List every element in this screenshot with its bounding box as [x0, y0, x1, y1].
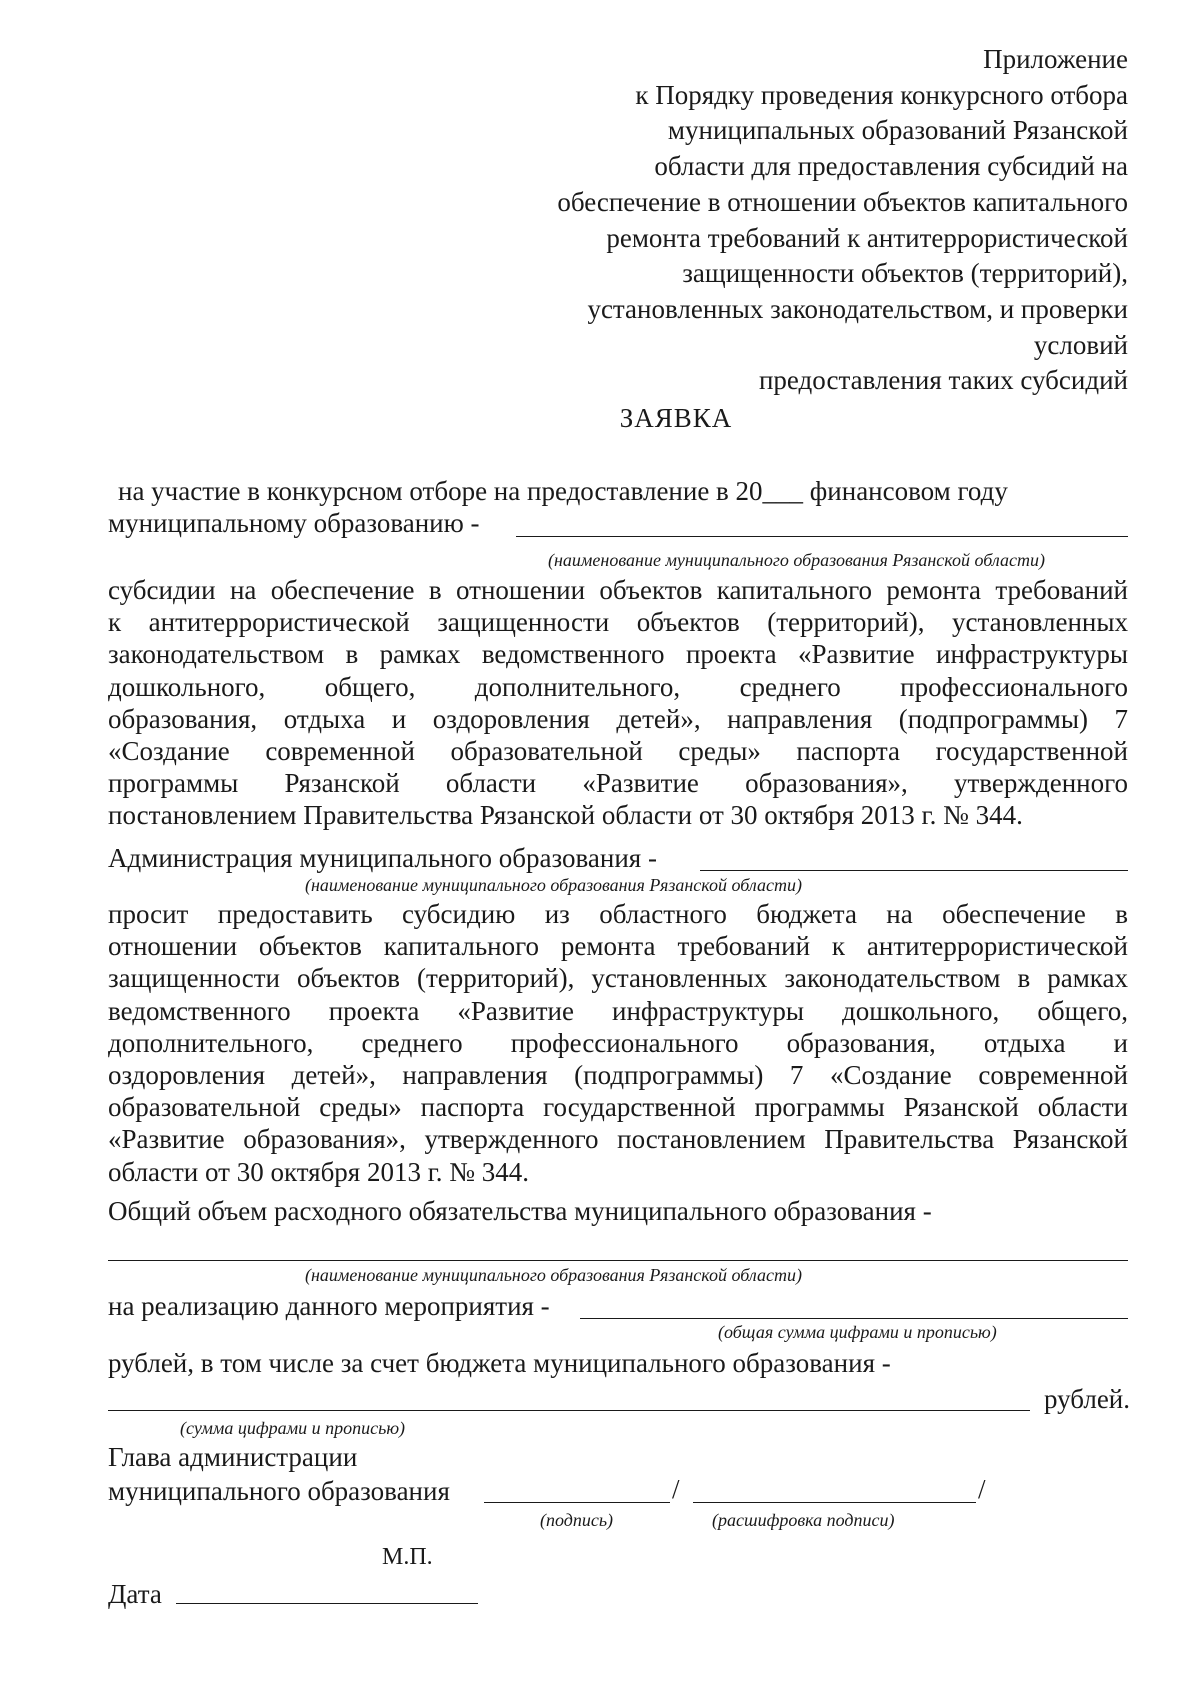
intro-line-1: на участие в конкурсном отборе на предоставление в 20___ финансовом году — [118, 476, 1008, 506]
paragraph-line: отношении объектов капитального ремонта требований к антитеррористической — [108, 931, 1128, 962]
paragraph-line: программы Рязанской области «Развитие образования», утвержденного — [108, 768, 1128, 799]
paragraph-line: просит предоставить субсидию из областного бюджета на обеспечение в — [108, 899, 1128, 929]
appendix-line: защищенности объектов (территорий), — [682, 258, 1128, 289]
paragraph-line: постановлением Правительства Рязанской области от 30 октября 2013 г. № 344. — [108, 800, 1023, 831]
appendix-header — [440, 42, 1128, 399]
total-label: Общий объем расходного обязательства муниципального образования - — [108, 1196, 932, 1226]
paragraph-line: субсидии на обеспечение в отношении объектов капитального ремонта требований — [108, 575, 1128, 605]
appendix-line: муниципальных образований Рязанской — [667, 115, 1128, 146]
budget-label: рублей, в том числе за счет бюджета муниципального образования - — [108, 1348, 891, 1378]
field-caption: (наименование муниципального образования Рязанской области) — [548, 550, 1045, 570]
paragraph-request — [108, 898, 1128, 1188]
slash-separator: / — [978, 1474, 986, 1504]
municipality-name-field-3[interactable] — [108, 1260, 1128, 1261]
paragraph-subsidy — [108, 574, 1128, 832]
appendix-line: к Порядку проведения конкурсного отбора — [635, 79, 1128, 110]
field-caption: (подпись) — [540, 1510, 614, 1530]
appendix-line: предоставления таких субсидий — [758, 365, 1128, 396]
total-sum-field[interactable] — [580, 1318, 1128, 1319]
field-caption: (расшифровка подписи) — [712, 1510, 895, 1530]
date-field[interactable] — [176, 1603, 478, 1604]
paragraph-line: ведомственного проекта «Развитие инфраструктуры дошкольного, общего, — [108, 995, 1128, 1026]
rubles-label: рублей. — [1044, 1384, 1131, 1414]
intro-line-2: муниципальному образованию - — [108, 508, 480, 538]
paragraph-line: защищенности объектов (территорий), установленных законодательством в рамках — [108, 963, 1128, 994]
stamp-place-label: М.П. — [382, 1544, 433, 1570]
municipality-name-field-2[interactable] — [700, 870, 1128, 871]
municipality-name-field-1[interactable] — [516, 536, 1128, 537]
paragraph-line: дополнительного, среднего профессионального образования, отдыха и — [108, 1027, 1128, 1058]
appendix-line: области для предоставления субсидий на — [654, 151, 1128, 182]
appendix-line: установленных законодательством, и проверки — [587, 293, 1128, 324]
field-caption: (общая сумма цифрами и прописью) — [718, 1322, 997, 1342]
head-title-line-2: муниципального образования — [108, 1476, 450, 1506]
appendix-line: Приложение — [983, 44, 1128, 74]
signature-field[interactable] — [484, 1502, 670, 1503]
head-title-line-1: Глава администрации — [108, 1442, 358, 1472]
paragraph-line: «Развитие образования», утвержденного постановлением Правительства Рязанской — [108, 1124, 1128, 1155]
slash-separator: / — [672, 1474, 680, 1504]
field-caption: (сумма цифрами и прописью) — [180, 1418, 406, 1438]
document-title: ЗАЯВКА — [619, 403, 733, 433]
paragraph-line: области от 30 октября 2013 г. № 344. — [108, 1156, 530, 1187]
field-caption: (наименование муниципального образования Рязанской области) — [305, 1265, 802, 1285]
appendix-line: ремонта требований к антитеррористической — [606, 222, 1128, 253]
paragraph-line: оздоровления детей», направления (подпрограммы) 7 «Создание современной — [108, 1060, 1128, 1091]
appendix-line: обеспечение в отношении объектов капитального — [557, 186, 1128, 217]
paragraph-line: дошкольного, общего, дополнительного, среднего профессионального — [108, 671, 1128, 702]
paragraph-line: законодательством в рамках ведомственного проекта «Развитие инфраструктуры — [108, 639, 1128, 670]
paragraph-line: «Создание современной образовательной среды» паспорта государственной — [108, 736, 1128, 767]
date-label: Дата — [108, 1579, 162, 1609]
appendix-line: условий — [1033, 329, 1128, 360]
event-label: на реализацию данного мероприятия - — [108, 1291, 550, 1321]
paragraph-line: образовательной среды» паспорта государственной программы Рязанской области — [108, 1092, 1128, 1123]
paragraph-line: образования, отдыха и оздоровления детей», направления (подпрограммы) 7 — [108, 703, 1128, 734]
signature-decode-field[interactable] — [693, 1502, 976, 1503]
budget-sum-field[interactable] — [108, 1410, 1030, 1411]
field-caption: (наименование муниципального образования Рязанской области) — [305, 875, 802, 895]
admin-label: Администрация муниципального образования - — [108, 843, 657, 873]
paragraph-line: к антитеррористической защищенности объектов (территорий), установленных — [108, 607, 1128, 638]
